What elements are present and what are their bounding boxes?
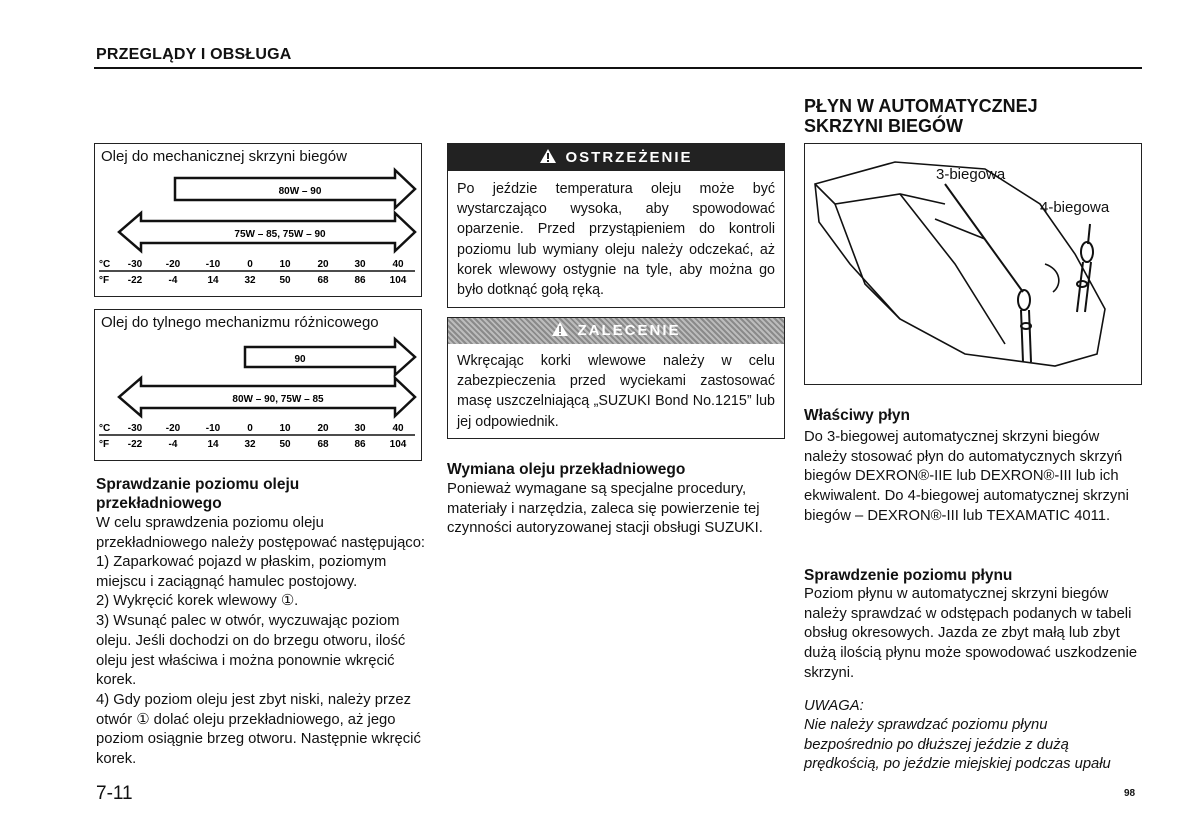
svg-text:68: 68 bbox=[317, 275, 329, 286]
svg-text:0: 0 bbox=[247, 423, 253, 434]
svg-text:50: 50 bbox=[279, 439, 291, 450]
svg-text:-30: -30 bbox=[127, 259, 143, 270]
warning-text: Po jeździe temperatura oleju może być wystarczająco wysoka, aby spowodować oparzenie. Przed przystąpieniem do kontroli poziomu lub wymiany oleju należy odczekać, aż korek wlewowy ostygnie na tyle, aby można go było dotknąć gołą ręką. bbox=[457, 181, 775, 299]
svg-text:30: 30 bbox=[354, 259, 366, 270]
note-label: UWAGA: bbox=[804, 698, 864, 714]
oil-temperature-chart bbox=[95, 144, 421, 296]
oil-box-title: Olej do tylnego mechanizmu różnicowego bbox=[101, 314, 379, 331]
recommendation-header bbox=[448, 318, 784, 344]
recommendation-text: Wkręcając korki wlewowe należy w celu zabezpieczenia przed wyciekami zastosować masę uszczelniającą „SUZUKI Bond No.1215” lub jej odpowiednik. bbox=[457, 353, 775, 430]
recommendation-title: ZALECENIE bbox=[577, 322, 681, 339]
gear-oil-check-heading: Sprawdzanie poziomu oleju przekładniowego bbox=[96, 476, 300, 512]
svg-text:86: 86 bbox=[354, 275, 366, 286]
svg-text:14: 14 bbox=[207, 275, 219, 286]
svg-text:68: 68 bbox=[317, 439, 329, 450]
svg-text:30: 30 bbox=[354, 423, 366, 434]
list-item: 3) Wsunąć palec w otwór, wyczuwając poziom oleju. Jeśli dochodzi on do brzegu otworu, ilość oleju jest właściwa i można ponownie wkręcić korek. bbox=[96, 613, 406, 689]
celsius-scale bbox=[99, 423, 404, 434]
gear-oil-change-text: Ponieważ wymagane są specjalne procedury, materiały i narzędzia, zaleca się powierzenie tej czynności autoryzowanej stacji obsługi SUZUKI. bbox=[447, 481, 763, 537]
section-title-line1: PŁYN W AUTOMATYCZNEJ bbox=[804, 96, 1038, 116]
fluid-text: Do 3-biegowej automatycznej skrzyni biegów należy stosować płyn do automatycznych skrzyń biegów DEXRON®-IIE lub DEXRON®-III lub ich ekwiwalent. Do 4-biegowej automatycznej skrzyni biegów – DEXRON®-III lub TEXAMATIC 4011. bbox=[804, 429, 1129, 524]
svg-text:-20: -20 bbox=[165, 423, 181, 434]
svg-text:14: 14 bbox=[207, 439, 219, 450]
section-title-line2: SKRZYNI BIEGÓW bbox=[804, 116, 964, 136]
fahrenheit-scale bbox=[99, 439, 407, 450]
page-header-title: PRZEGLĄDY I OBSŁUGA bbox=[96, 46, 292, 63]
level-check-heading: Sprawdzenie poziomu płynu bbox=[804, 567, 1013, 584]
page-number: 7-11 bbox=[96, 783, 133, 804]
svg-text:40: 40 bbox=[392, 259, 404, 270]
fahrenheit-scale bbox=[99, 275, 407, 286]
section-title bbox=[804, 96, 1038, 136]
oil-box-rear-differential bbox=[94, 309, 422, 461]
svg-text:°C: °C bbox=[99, 423, 111, 434]
header-rule bbox=[94, 67, 1142, 69]
recommendation-box bbox=[447, 317, 785, 439]
svg-text:104: 104 bbox=[389, 439, 407, 450]
svg-text:°F: °F bbox=[99, 439, 110, 450]
warning-title: OSTRZEŻENIE bbox=[565, 149, 693, 166]
page-mark: 98 bbox=[1124, 788, 1136, 799]
dipstick-diagram bbox=[804, 143, 1142, 385]
oil-temperature-chart bbox=[95, 310, 421, 460]
svg-text:-30: -30 bbox=[127, 423, 143, 434]
list-item: 2) Wykręcić korek wlewowy ①. bbox=[96, 593, 299, 610]
short-range-label: 80W – 90 bbox=[278, 186, 322, 197]
warning-triangle-icon bbox=[539, 148, 557, 164]
svg-text:10: 10 bbox=[279, 259, 291, 270]
gear-oil-check-steps bbox=[96, 553, 426, 770]
svg-text:32: 32 bbox=[244, 275, 256, 286]
svg-text:°C: °C bbox=[99, 259, 111, 270]
long-range-label: 75W – 85, 75W – 90 bbox=[234, 229, 326, 240]
svg-text:20: 20 bbox=[317, 259, 329, 270]
celsius-scale bbox=[99, 259, 404, 270]
oil-box-manual-gearbox bbox=[94, 143, 422, 297]
note-text: Nie należy sprawdzać poziomu płynu bezpośrednio po dłuższej jeździe z dużą prędkością, po jeździe miejskiej podczas upału bbox=[804, 717, 1111, 773]
svg-text:-4: -4 bbox=[168, 275, 178, 286]
label-3-speed: 3-biegowa bbox=[936, 166, 1006, 183]
gear-oil-check-intro: W celu sprawdzenia poziomu oleju przekładniowego należy postępować następująco: bbox=[96, 515, 426, 551]
svg-text:-10: -10 bbox=[205, 423, 221, 434]
svg-text:-22: -22 bbox=[127, 439, 143, 450]
warning-header bbox=[448, 144, 784, 171]
warning-triangle-icon bbox=[551, 321, 569, 337]
svg-text:0: 0 bbox=[247, 259, 253, 270]
svg-text:50: 50 bbox=[279, 275, 291, 286]
svg-text:10: 10 bbox=[279, 423, 291, 434]
svg-text:-20: -20 bbox=[165, 259, 181, 270]
label-4-speed: 4-biegowa bbox=[1040, 199, 1110, 216]
list-item: 4) Gdy poziom oleju jest zbyt niski, należy przez otwór ① dolać oleju przekładniowego, aż jego poziom osiągnie brzeg otworu. Następnie wkręcić korek. bbox=[96, 691, 421, 768]
svg-text:-10: -10 bbox=[205, 259, 221, 270]
svg-text:-22: -22 bbox=[127, 275, 143, 286]
svg-text:20: 20 bbox=[317, 423, 329, 434]
oil-box-title: Olej do mechanicznej skrzyni biegów bbox=[101, 148, 347, 165]
svg-text:°F: °F bbox=[99, 275, 110, 286]
short-range-arrow bbox=[245, 339, 415, 375]
level-check-text: Poziom płynu w automatycznej skrzyni biegów należy sprawdzać w odstępach podanych w tabeli obsług okresowych. Jazda ze zbyt małą lub zbyt dużą ilością płynu może spowodować uszkodzenie skrzyni. bbox=[804, 586, 1138, 681]
list-item: 1) Zaparkować pojazd w płaskim, poziomym miejscu i zaciągnąć hamulec postojowy. bbox=[96, 554, 387, 590]
svg-text:-4: -4 bbox=[168, 439, 178, 450]
svg-text:32: 32 bbox=[244, 439, 256, 450]
fluid-heading: Właściwy płyn bbox=[804, 407, 910, 424]
svg-text:104: 104 bbox=[389, 275, 407, 286]
warning-box bbox=[447, 143, 785, 308]
short-range-label: 90 bbox=[294, 354, 306, 365]
svg-text:40: 40 bbox=[392, 423, 404, 434]
svg-text:86: 86 bbox=[354, 439, 366, 450]
long-range-label: 80W – 90, 75W – 85 bbox=[232, 394, 324, 405]
gear-oil-change-heading: Wymiana oleju przekładniowego bbox=[447, 461, 686, 478]
